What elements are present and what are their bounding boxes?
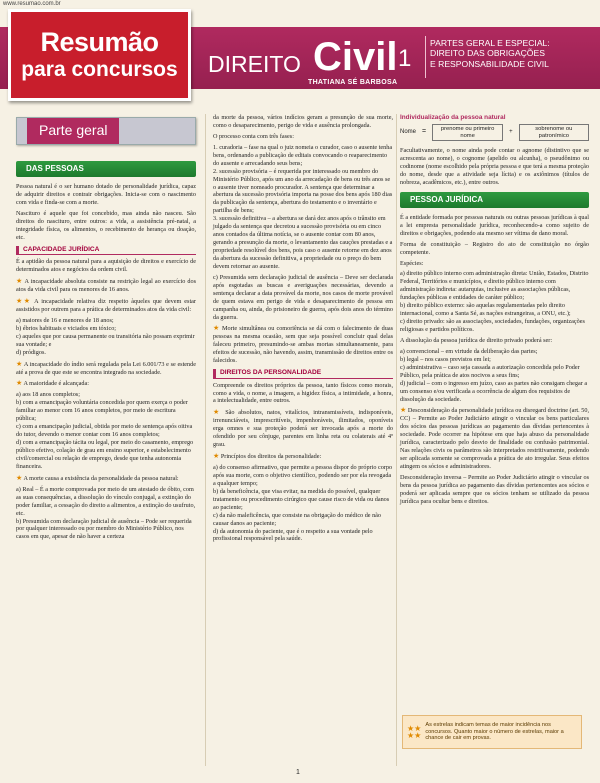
paragraph: É a aptidão da pessoa natural para a aquisição de direitos e exercício de determinados atos e negócios da ordem civil. — [16, 258, 196, 274]
list-item: 2. sucessão provisória – é requerida por interessado ou membro do Ministério Público, após um ano da arrecadação de bens ou três anos se o ausente tiver nomeado procurador. A sentença que determinar a abertura da sucessão provisória importa na posse dos bens após 180 dias da publicação da sentença, abertura do testamento e o inventário e partilha de bens; — [213, 167, 393, 215]
parte-geral-title: Parte geral — [27, 118, 119, 144]
paragraph-text: A incapacidade do índio será regulada pela Lei 6.001/73 e se estende até a prova de que este se encontra integrado na sociedade. — [16, 360, 196, 376]
list-item: b) Presumida com declaração judicial de ausência – Pode ser requerida por qualquer interessado ou por membro do Ministério Público, nos casos em que, apesar de não haver a certeza — [16, 517, 192, 541]
star-icon: ★ — [16, 473, 23, 482]
star-legend-note — [402, 715, 582, 749]
star-icon: ★ — [16, 379, 23, 388]
equals-sign: = — [422, 128, 427, 136]
column-divider — [396, 114, 397, 766]
paragraph: Espécies: — [400, 259, 424, 267]
parte-geral-banner — [16, 117, 196, 145]
paragraph — [213, 452, 393, 461]
header — [0, 9, 600, 106]
paragraph-text: Princípios dos direitos da personalidade: — [220, 453, 322, 461]
logo-line-2: para concursos — [21, 57, 178, 81]
paragraph: c) Presumida sem declaração judicial de ausência – Deve ser declarada após esgotadas as buscas e averiguações necessárias, devendo a sentença declarar a data provável da morte, nos casos de morte provável de quem estava em perigo de vida e desaparecimento de pessoa em campanha ou, ainda, do prisioneiro de guerra, após dois anos do término da guerra. — [213, 273, 393, 321]
name-legend — [400, 124, 589, 141]
paragraph-text: A incapacidade relativa diz respeito àqueles que devem estar assistidos por outrem para a prática de determinados atos da vida civil: — [16, 298, 196, 313]
list-item: a) convencional – em virtude da deliberação das partes; — [400, 347, 538, 355]
paragraph: Nascituro é aquele que foi concebido, mas ainda não nasceu. São direitos do nascituro, entre outros: a vida, a assistência pré-natal, a integridade física, os alimentos, o recebimento de herança ou doação, etc. — [16, 210, 196, 241]
column-3 — [400, 114, 589, 509]
list-item: a) direito público interno com administração direta: União, Estados, Distrito Federal, Territórios e municípios, e direito público interno com administração indireta: autarquias, inclusive as associações públicas, fundações públicas e entidades de caráter público; — [400, 270, 589, 302]
title-civil: Civil — [313, 35, 398, 79]
list-item: d) pródigos. — [16, 348, 46, 356]
list-item: b) com a emancipação voluntária concedida por quem exerça o poder familiar ao menor com 16 anos completos, por meio de escritura pública; — [16, 399, 188, 423]
paragraph: Compreende os direitos próprios da pessoa, tanto físicos como morais, como a vida, o nome, a imagem, a higidez física, a intimidade, a honra, a intelectualidade, entre outros. — [213, 381, 393, 405]
list-item: 3. sucessão definitiva – a abertura se dará dez anos após o trânsito em julgado da sentença que decretou a sucessão provisória ou em cinco anos contados da última notícia, se o ausente contar com 80 anos, gerando a presunção da morte, o levantamento das cauções prestadas e a propriedade resolúvel dos bens, pois caso o ausente retorne em dez anos da abertura da sucessão definitiva, a propriedade ou o preço do bem devem retornar ao ausente. — [213, 215, 393, 270]
list-item: c) com a emancipação judicial, obtida por meio de sentença após oitiva do tutor, devendo o menor contar com 16 anos completos; — [16, 423, 193, 439]
star-icon: ★ — [16, 277, 23, 286]
subtitle-line-1: PARTES GERAL E ESPECIAL: — [430, 38, 550, 48]
subtitle-line-3: E RESPONSABILIDADE CIVIL — [430, 58, 549, 69]
paragraph: da morte da pessoa, vários indícios geram a presunção de sua morte, como o desaparecimento, perigo de vida e ausência prolongada. — [213, 114, 393, 129]
logo-line-1: Resumão — [40, 27, 159, 57]
paragraph-text: A morte causa a existência da personalidade da pessoa natural: — [23, 474, 179, 482]
list-morte — [16, 486, 196, 542]
site-url: www.resumao.com.br — [3, 1, 61, 7]
paragraph: Desconsideração inversa – Permite ao Poder Judiciário atingir o vincular os bens da pessoa jurídica ao pagamento das dívidas pertencentes aos sócios e poderá ser aplicada sempre que os sócios tenham se utilizado da pessoa jurídica para ocultar bens e direitos. — [400, 474, 589, 505]
logo — [8, 9, 191, 101]
paragraph: A dissolução da pessoa jurídica de direito privado poderá ser: — [400, 336, 553, 344]
list-item: c) direito privado: são as associações, sociedades, fundações, organizações religiosas e partidos políticos. — [400, 318, 585, 334]
subtitle-line-2: DIREITO DAS OBRIGAÇÕES — [430, 48, 545, 59]
paragraph: É a entidade formada por pessoas naturais ou outras pessoas jurídicas à qual a lei empresta personalidade jurídica, reconhecendo-a como sujeito de direitos e obrigações, podendo ata mesmo ser vítima de dano moral. — [400, 213, 589, 237]
list-item: a) do consenso afirmativo, que permite a pessoa dispor do próprio corpo após sua morte, com o objetivo científico, podendo ser por ela revogada a qualquer tempo; — [213, 464, 393, 487]
legend-nome: Nome — [400, 128, 417, 135]
column-divider — [205, 114, 206, 766]
legend-title: Individualização da pessoa natural — [400, 114, 506, 121]
list-maioridade — [16, 391, 196, 470]
list-item: 1. curadoria – fase na qual o juiz nomeia o curador, caso o ausente tenha bens, ordenando a publicação de editais convocando o reaparecimento do ausente e arrecadando seus bens; — [213, 143, 393, 167]
title-direito: DIREITO — [208, 51, 301, 77]
star-icon: ★★ — [16, 297, 32, 305]
paragraph — [213, 324, 393, 365]
star-icon: ★ — [16, 359, 23, 368]
star-icon: ★ — [213, 452, 220, 461]
list-item: c) administrativa – caso seja cassada a autorização concedida pelo Poder Público, pela prática de atos nocivos a seus fins; — [400, 363, 580, 379]
list-item: a) maiores de 16 e menores de 18 anos; — [16, 316, 114, 324]
subtitle — [430, 38, 595, 69]
paragraph — [16, 474, 196, 483]
title-number: 1 — [398, 45, 412, 72]
subsection-personalidade: DIREITOS DA PERSONALIDADE — [213, 369, 393, 378]
paragraph — [16, 297, 196, 314]
column-2 — [213, 114, 393, 543]
list-item: a) aos 18 anos completos; — [16, 391, 80, 399]
plus-sign: + — [509, 128, 513, 135]
list-item: b) direito público externo: são aquelas regulamentadas pelo direito internacional, como a Santa Sé, as nações estrangeiras, a ONU, etc.); — [400, 302, 571, 318]
paragraph-text: A maioridade é alcançada: — [23, 380, 89, 388]
star-icon: ★ — [213, 324, 220, 333]
list-item: b) ébrios habituais e viciados em tóxico; — [16, 324, 117, 332]
list-principios — [213, 464, 393, 543]
paragraph-text: Morte simultânea ou comoriência se dá com o falecimento de duas pessoas na mesma ocasião, sem que seja possível concluir qual delas faleceu primeiro, presumindo-se ambas mortas simultaneamente, para efeitos de sucessão, não havendo, assim, transmissão de direitos entre os falecidos. — [213, 325, 393, 365]
subsection-capacidade: CAPACIDADE JURÍDICA — [16, 246, 196, 255]
paragraph: Pessoa natural é o ser humano dotado de personalidade jurídica, capaz de adquirir direitos e contrair obrigações. Inicia-se com o nascimento com vida e finda-se com a morte. — [16, 183, 196, 207]
section-pessoa-juridica: PESSOA JURÍDICA — [400, 192, 589, 208]
list-item: d) judicial – com o ingresso em juízo, caso as partes não consigam chegar a um consenso e/ou verificada a ocorrência de algum dos requisitos de dissolução da sociedade. — [400, 379, 588, 403]
page-number: 1 — [296, 769, 300, 776]
paragraph-text: São absolutos, natos, vitalícios, intransmissíveis, indisponíveis, irrenunciáveis, imprescritíveis, impenhoráveis, ilimitados, oponíveis erga omnes e sua proteção poderá ser invocada após a morte do ofendido por seu cônjuge, parentes em linha reta ou colaterais até 4º grau. — [213, 409, 393, 449]
legend-sobrenome: sobrenome ou patronímico — [519, 124, 589, 141]
paragraph-text: A incapacidade absoluta consiste na restrição legal ao exercício dos atos da vida civil para os menores de 16 anos. — [16, 278, 196, 294]
section-das-pessoas: DAS PESSOAS — [16, 161, 196, 177]
paragraph: Forma de constituição – Registro do ato de constituição no órgão competente. — [400, 240, 589, 256]
star-icon: ★★ ★★ — [407, 723, 422, 740]
list-item: b) legal – nos casos previstos em lei; — [400, 355, 491, 363]
paragraph — [213, 408, 393, 449]
paragraph — [16, 360, 196, 377]
note-text: As estrelas indicam temas de maior incidência nos concursos. Quanto maior o número de estrelas, maior a chance de cair em provas. — [425, 721, 564, 742]
star-icon: ★ — [400, 406, 407, 415]
list-item: a) Real – É a morte comprovada por meio de um atestado de óbito, com as suas consequências, a dissolução do vínculo conjugal, a extinção do poder familiar, a cessação do direito a alimentos, a extinção do usufruto, etc. — [16, 485, 196, 517]
header-divider — [425, 36, 426, 78]
list-especies — [400, 270, 589, 334]
paragraph — [400, 406, 589, 471]
author: THATIANA SÉ BARBOSA — [308, 79, 398, 86]
paragraph — [16, 379, 196, 388]
paragraph: O processo conta com três fases: — [213, 132, 294, 140]
paragraph-text: Desconsideração da personalidade jurídica ou disregard doctrine (art. 50, CC) – Permite ao Poder Judiciário atingir o vincular os bens particulares dos sócios das pessoas jurídicas ao pagamento das dívidas pertencentes à sociedade. Pode ocorrer na hipótese em que haja abuso da personalidade jurídica, caracterizado pelo desvio de finalidade ou confusão patrimonial. Nas relações civis os parâmetros são interpretados restritivamente, podendo ser aplicada somente se comprovada a prática de ato irregular. Seus efeitos atingem os sócios e administradores. — [400, 407, 589, 471]
list-item: c) da não maleficência, que consiste na obrigação do médico de não causar danos ao paciente; — [213, 511, 382, 527]
list-incapacidade — [16, 317, 196, 357]
list-dissolucao — [400, 348, 589, 404]
paragraph — [16, 277, 196, 294]
list-fases — [213, 144, 393, 271]
list-item: d) da autonomia do paciente, que é o respeito a sua vontade pelo profissional responsável pela saúde. — [213, 527, 373, 543]
list-item: c) aqueles que por causa permanente ou transitória não possam exprimir sua vontade; e — [16, 332, 195, 348]
column-1 — [16, 114, 196, 541]
legend-prenome: prenome ou primeiro nome — [432, 124, 503, 141]
paragraph: Facultativamente, o nome ainda pode contar o agnome (distintivo que se acrescenta ao nome), o cognome (apelido ou alcunha), o pseudônimo ou codinome (nome escolhido pela própria pessoa e que terá a mesma proteção do nome, desde que a atividade seja lícita) e os axiônimos (títulos de nobreza, acadêmicos, etc.), entre outros. — [400, 146, 589, 186]
list-item: d) com a emancipação tácita ou legal, por meio do casamento, emprego público efetivo, colação de grau em ensino superior, e estabelecimento civil/comercial ou relação de emprego, desde que tenha autonomia financeira. — [16, 439, 194, 470]
star-icon: ★ — [213, 408, 222, 417]
list-item: b) da beneficência, que visa evitar, na medida do possível, qualquer tratamento ou procedimento cirúrgico que cause risco de vida ou danos ao paciente; — [213, 487, 390, 511]
